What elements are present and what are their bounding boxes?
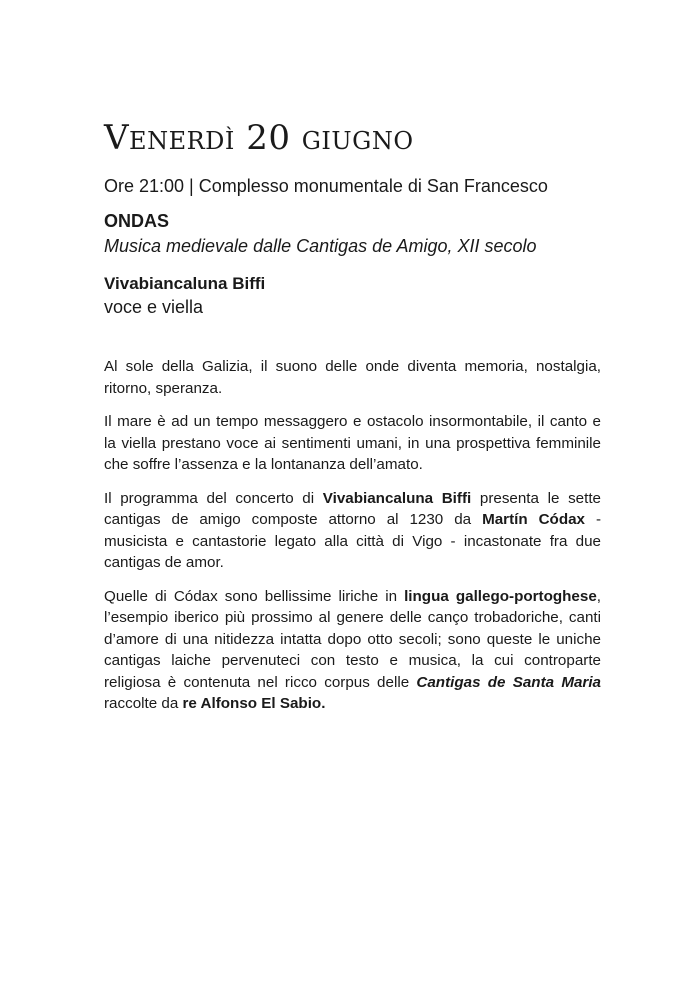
description-body <box>104 356 601 715</box>
event-name: ONDAS <box>104 211 170 231</box>
paragraph-4-text-1: Quelle di Códax sono bellissime liriche in <box>104 587 405 605</box>
paragraph-3 <box>104 488 601 574</box>
performer-role: voce e viella <box>104 297 204 317</box>
king-name: re Alfonso El Sabio. <box>182 695 326 712</box>
paragraph-3-text-1: Il programma del concerto di <box>104 489 323 507</box>
paragraph-4-text-2: , l’esempio iberico più prossimo al genere delle canço trobadoriche, canti d’amore di una nitidezza intatta dopo otto secoli; sono queste le uniche cantigas laiche pervenuteci con testo e musica, la cui controparte religiosa è contenuta nel ricco corpus delle <box>104 587 601 691</box>
page-title: Venerdì 20 giugno <box>104 118 414 158</box>
paragraph-2: Il mare è ad un tempo messaggero e ostacolo insormontabile, il canto e la viella prestano voce ai sentimenti umani, in una prospettiva femminile che soffre l’assenza e la lontananza dell’amato. <box>104 413 601 473</box>
event-description: Musica medievale dalle Cantigas de Amigo, XII secolo <box>104 236 537 256</box>
performer-name: Vivabiancaluna Biffi <box>104 274 266 293</box>
language-name: lingua gallego-portoghese <box>404 587 597 605</box>
paragraph-4 <box>104 586 601 715</box>
paragraph-1: Al sole della Galizia, il suono delle onde diventa memoria, nostalgia, ritorno, speranza. <box>104 358 601 397</box>
paragraph-3-text-2: presenta le sette cantigas de amigo composte attorno al 1230 da <box>104 489 601 528</box>
work-title: Cantigas de Santa Maria <box>416 673 601 691</box>
paragraph-3-text-3: - musicista e cantastorie legato alla città di Vigo - incastonate fra due cantigas de amor. <box>104 511 602 571</box>
paragraph-4-text-3: raccolte da <box>104 695 183 712</box>
event-time-location: Ore 21:00 | Complesso monumentale di San Francesco <box>104 176 548 196</box>
performer-name-mention: Vivabiancaluna Biffi <box>322 489 472 507</box>
composer-name: Martín Códax <box>482 511 585 528</box>
program-page <box>104 118 601 727</box>
